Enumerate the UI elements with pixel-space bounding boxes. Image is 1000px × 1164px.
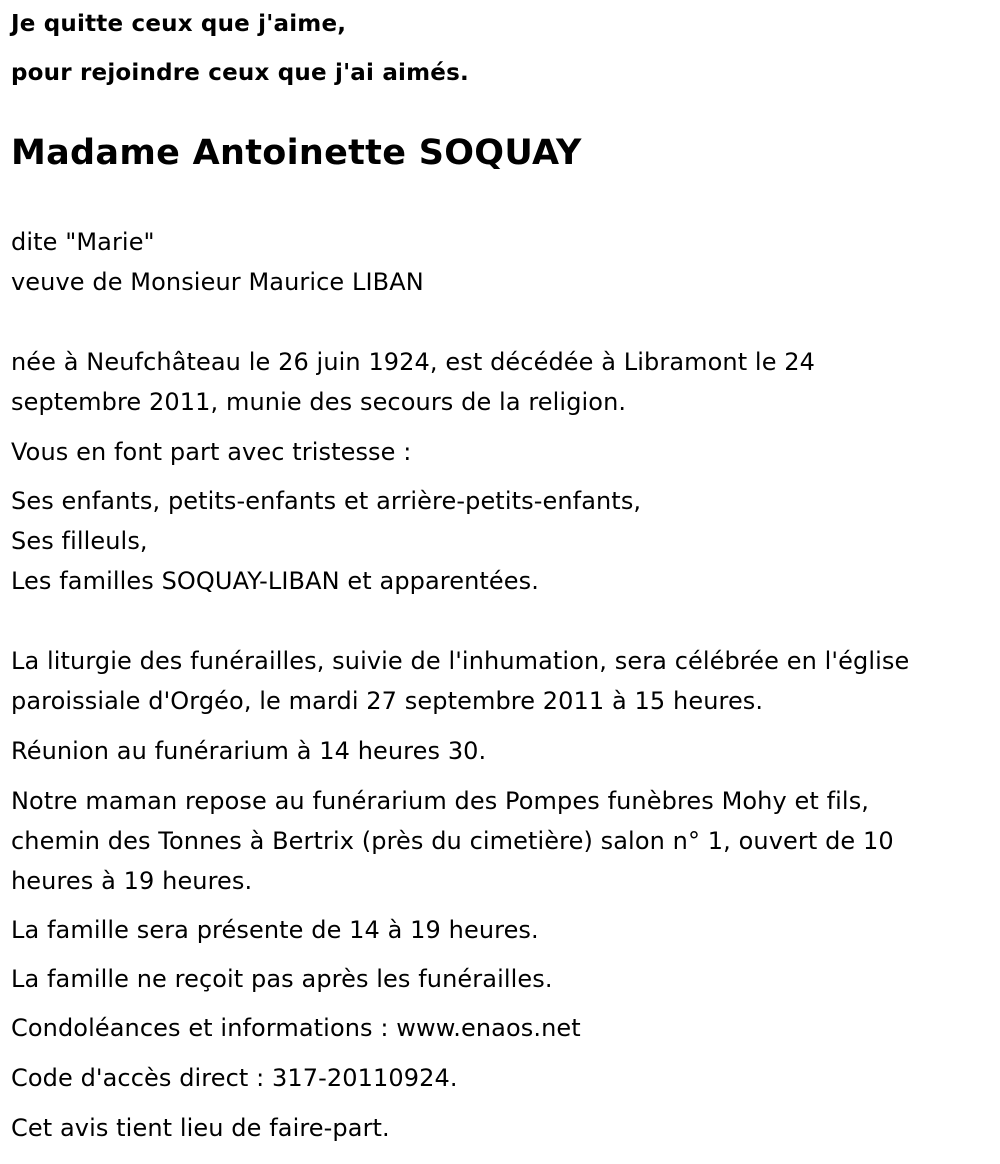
epigraph-line-2: pour rejoindre ceux que j'ai aimés.: [11, 60, 469, 86]
liturgy-line-1: La liturgie des funérailles, suivie de l'inhumation, sera célébrée en l'église: [11, 647, 910, 675]
epigraph-line-1: Je quitte ceux que j'aime,: [11, 11, 347, 37]
rest-line-2: chemin des Tonnes à Bertrix (près du cimetière) salon n° 1, ouvert de 10: [11, 827, 894, 855]
notice-closing: Cet avis tient lieu de faire-part.: [11, 1114, 390, 1142]
liturgy-line-2: paroissiale d'Orgéo, le mardi 27 septembre 2011 à 15 heures.: [11, 687, 764, 715]
family-presence: La famille sera présente de 14 à 19 heures.: [11, 916, 539, 944]
condolences-info: Condoléances et informations : www.enaos.net: [11, 1014, 581, 1042]
access-code: Code d'accès direct : 317-20110924.: [11, 1064, 458, 1092]
rest-line-3: heures à 19 heures.: [11, 867, 253, 895]
announcement-intro: Vous en font part avec tristesse :: [11, 438, 412, 466]
no-reception: La famille ne reçoit pas après les funérailles.: [11, 965, 553, 993]
meeting-time: Réunion au funérarium à 14 heures 30.: [11, 737, 487, 765]
spouse: veuve de Monsieur Maurice LIBAN: [11, 268, 424, 296]
family-line: Ses enfants, petits-enfants et arrière-petits-enfants,: [11, 487, 642, 515]
nickname: dite "Marie": [11, 228, 155, 256]
family-line: Les familles SOQUAY-LIBAN et apparentées.: [11, 567, 539, 595]
birth-death-line-2: septembre 2011, munie des secours de la religion.: [11, 388, 627, 416]
birth-death-line-1: née à Neufchâteau le 26 juin 1924, est décédée à Libramont le 24: [11, 348, 816, 376]
family-line: Ses filleuls,: [11, 527, 148, 555]
rest-line-1: Notre maman repose au funérarium des Pompes funèbres Mohy et fils,: [11, 787, 870, 815]
deceased-name: Madame Antoinette SOQUAY: [11, 133, 582, 173]
